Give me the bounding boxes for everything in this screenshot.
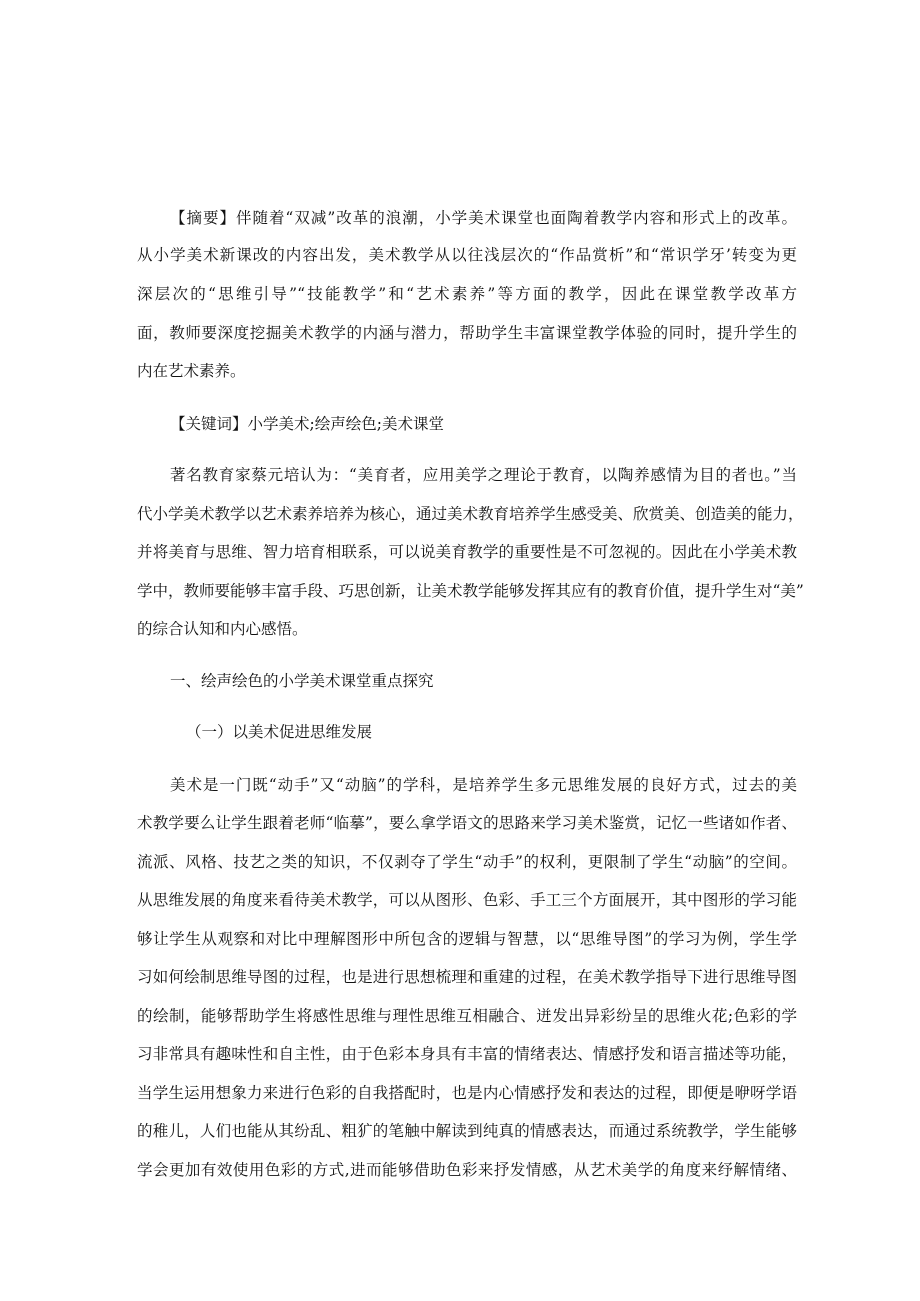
body-line-6: 习如何绘制思维导图的过程，也是进行思想梳理和重建的过程，在美术教学指导下进行思维导图 <box>137 968 797 986</box>
body-line-8: 习非常具有趣味性和自主性，由于色彩本身具有丰富的情绪表达、情感抒发和语言描述等功能， <box>137 1045 797 1063</box>
intro-line-5: 的综合认知和内心感悟。 <box>137 620 308 638</box>
intro-line-2: 代小学美术教学以艺术素养培养为核心，通过美术教育培养学生感受美、欣赏美、创造美的能力， <box>137 505 804 523</box>
body-line-9: 当学生运用想象力来进行色彩的自我搭配时，也是内心情感抒发和表达的过程，即便是咿呀学语 <box>137 1084 797 1102</box>
keywords: 【关键词】小学美术;绘声绘色;美术课堂 <box>170 415 444 433</box>
abstract-line-2: 从小学美术新课改的内容出发，美术教学从以往浅层次的“作品赏析”和“常识学牙’转变为更 <box>137 246 797 264</box>
body-line-4: 从思维发展的角度来看待美术教学，可以从图形、色彩、手工三个方面展开，其中图形的学习能 <box>137 891 797 909</box>
abstract-line-1: 【摘要】伴随着“双减”改革的浪潮，小学美术课堂也面陶着教学内容和形式上的改革。 <box>170 209 797 227</box>
body-line-11: 学会更加有效使用色彩的方式,进而能够借助色彩来抒发情感，从艺术美学的角度来纾解情绪、 <box>137 1161 797 1179</box>
intro-line-3: 并将美育与思维、智力培育相联系，可以说美育教学的重要性是不可忽视的。因此在小学美术教 <box>137 543 797 561</box>
body-line-2: 术教学要么让学生跟着老师“临摹”，要么拿学语文的思路来学习美术鉴赏，记忆一些诸如作者、 <box>137 814 797 832</box>
abstract-line-5: 内在艺术素养。 <box>137 362 246 380</box>
intro-line-1: 著名教育家蔡元培认为：“美育者，应用美学之理论于教育，以陶养感情为目的者也。”当 <box>170 466 797 484</box>
body-line-1: 美术是一门既“动手”又“动脑”的学科，是培养学生多元思维发展的良好方式，过去的美 <box>170 776 797 794</box>
body-line-5: 够让学生从观察和对比中理解图形中所包含的逻辑与智慧，以“思维导图”的学习为例，学生学 <box>137 930 797 948</box>
body-line-7: 的绘制，能够帮助学生将感性思维与理性思维互相融合、迸发出异彩纷呈的思维火花;色彩的学 <box>137 1007 797 1025</box>
abstract-line-4: 面，教师要深度挖掘美术教学的内涵与潜力，帮助学生丰富课堂教学体验的同时，提升学生的 <box>137 324 797 342</box>
intro-line-4: 学中，教师要能够丰富手段、巧思创新，让美术教学能够发挥其应有的教育价值，提升学生对“美” <box>137 582 804 600</box>
section-1-title: 一、绘声绘色的小学美术课堂重点探究 <box>170 672 434 690</box>
subsection-1-title: （一）以美术促进思维发展 <box>186 723 373 741</box>
body-line-3: 流派、风格、技艺之类的知识，不仅剥夺了学生“动手”的权利，更限制了学生“动脑”的空间。 <box>137 853 797 871</box>
body-line-10: 的稚儿，人们也能从其纷乱、粗犷的笔触中解读到纯真的情感表达，而通过系统教学，学生能够 <box>137 1122 797 1140</box>
abstract-line-3: 深层次的“思维引导”“技能教学”和“艺术素养”等方面的教学，因此在课堂教学改革方 <box>137 285 797 303</box>
